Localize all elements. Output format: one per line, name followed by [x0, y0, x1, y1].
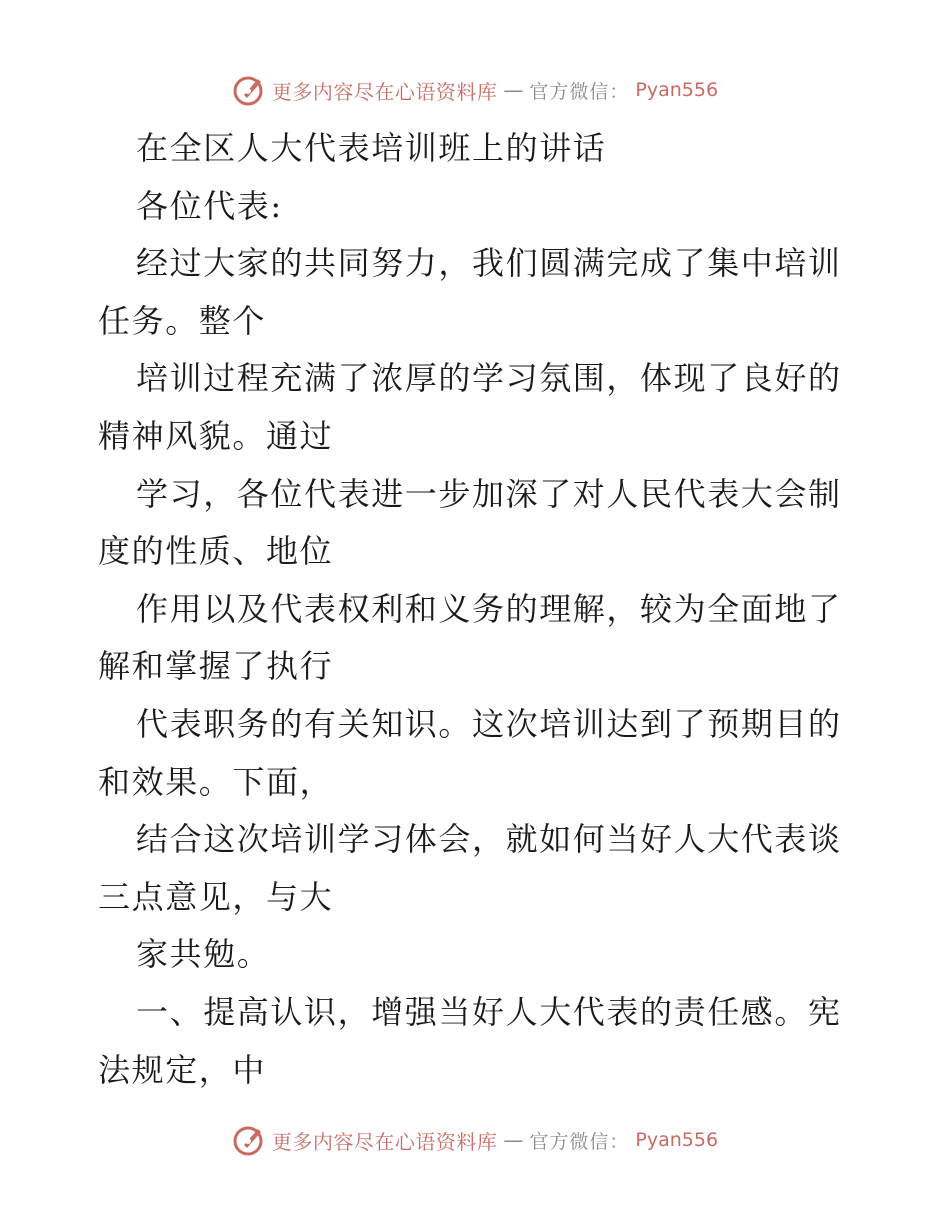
text-line: 结合这次培训学习体会，就如何当好人大代表谈 — [136, 820, 842, 859]
pen-logo-icon — [232, 73, 266, 107]
text-line: 培训过程充满了浓厚的学习氛围，体现了良好的 — [136, 359, 842, 398]
text-line: 和效果。下面， — [98, 762, 334, 801]
header-banner-text: 更多内容尽在心语资料库 — [271, 79, 498, 104]
footer-banner-text: 更多内容尽在心语资料库 — [271, 1129, 498, 1154]
text-line: 任务。整个 — [98, 301, 267, 340]
text-line: 家共勉。 — [136, 935, 271, 974]
text-line: 精神风貌。通过 — [98, 416, 334, 455]
text-line: 经过大家的共同努力，我们圆满完成了集中培训 — [136, 244, 842, 283]
section-heading-line: 一、提高认识，增强当好人大代表的责任感。宪 — [136, 992, 842, 1031]
footer-wechat-label: 官方微信： — [529, 1130, 630, 1153]
footer-wechat-id: Pyan556 — [635, 1129, 719, 1151]
text-line: 代表职务的有关知识。这次培训达到了预期目的 — [136, 704, 842, 743]
header-banner — [0, 70, 950, 110]
header-wechat-id: Pyan556 — [635, 79, 719, 101]
salutation: 各位代表: — [136, 186, 283, 225]
document-title: 在全区人大代表培训班上的讲话 — [136, 129, 607, 167]
text-line: 三点意见，与大 — [98, 877, 334, 916]
pen-logo-icon — [232, 1123, 266, 1157]
text-line: 法规定，中 — [98, 1050, 267, 1089]
footer-banner-dash: — — [503, 1128, 524, 1152]
text-line: 解和掌握了执行 — [98, 647, 334, 686]
text-line: 学习，各位代表进一步加深了对人民代表大会制 — [136, 474, 842, 513]
text-line: 作用以及代表权利和义务的理解，较为全面地了 — [136, 589, 842, 628]
header-wechat-label: 官方微信： — [529, 80, 630, 103]
text-line: 度的性质、地位 — [98, 532, 334, 571]
header-banner-dash: — — [503, 78, 524, 102]
document-body — [98, 120, 858, 1099]
footer-banner — [0, 1120, 950, 1160]
